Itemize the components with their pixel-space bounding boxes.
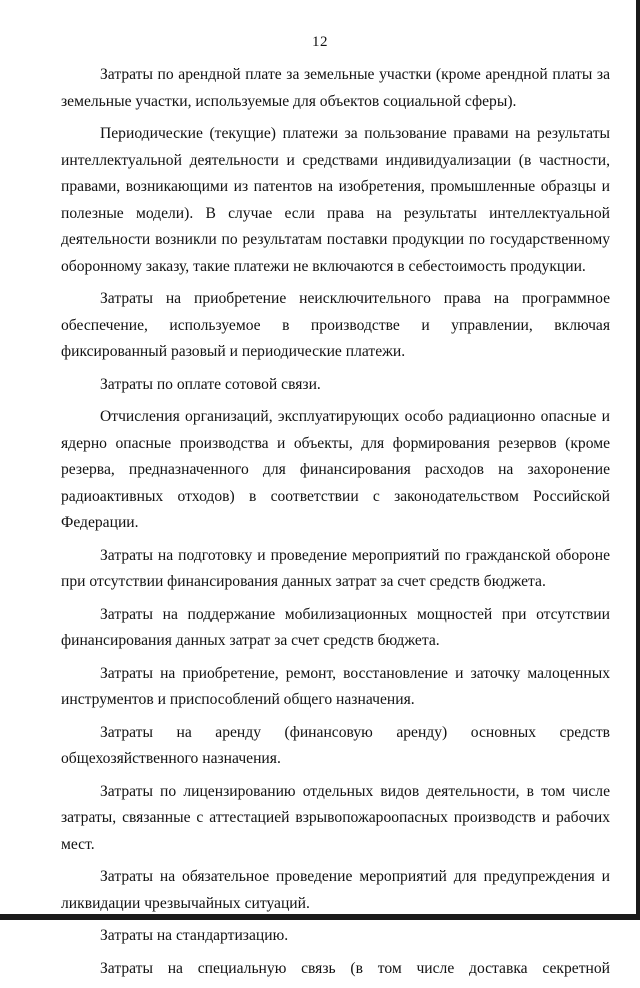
paragraph-emergency: Затраты на обязательное проведение мероприятий для предупреждения и ликвидации чрезвычайных ситуаций. — [61, 868, 610, 912]
paragraph-tools: Затраты на приобретение, ремонт, восстановление и заточку малоценных инструментов и приспособлений общего назначения. — [61, 664, 610, 708]
paragraph-mobilization: Затраты на поддержание мобилизационных мощностей при отсутствии финансирования данных затрат за счет средств бюджета. — [61, 605, 610, 649]
paragraph-lease-assets: Затраты на аренду (финансовую аренду) основных средств общехозяйственного назначения. — [61, 723, 610, 767]
document-body — [61, 62, 610, 988]
paragraph-special-comms: Затраты на специальную связь (в том числе доставка секретной — [100, 959, 610, 977]
paragraph-radiation-reserves: Отчисления организаций, эксплуатирующих особо радиационно опасные и ядерно опасные производства и объекты, для формирования резервов (кроме резерва, предназначенного для финансирования расходов на захоронение радиоактивных отходов) в соответствии с законодательством Российской Федерации. — [61, 408, 610, 531]
paragraph-land-lease: Затраты по арендной плате за земельные участки (кроме арендной платы за земельные участки, используемые для объектов социальной сферы). — [61, 66, 610, 110]
paragraph-standardization: Затраты на стандартизацию. — [100, 927, 289, 944]
paragraph-licensing: Затраты по лицензированию отдельных видов деятельности, в том числе затраты, связанные с аттестацией взрывопожароопасных производств и рабочих мест. — [61, 782, 610, 853]
paragraph-cellular: Затраты по оплате сотовой связи. — [100, 375, 321, 393]
page-number: 12 — [312, 34, 328, 50]
page-edge-right — [636, 0, 640, 920]
paragraph-software-rights: Затраты на приобретение неисключительного права на программное обеспечение, используемое в производстве и управлении, включая фиксированный разовый и периодические платежи. — [61, 290, 610, 360]
paragraph-ip-payments: Периодические (текущие) платежи за пользование правами на результаты интеллектуальной деятельности и средствами индивидуализации (в частности, правами, возникающими из патентов на изобретения, промышленные образцы и полезные модели). В случае если права на результаты интеллектуальной деятельности возникли по результатам поставки продукции по государственному оборонному заказу, такие платежи не включаются в себестоимость продукции. — [61, 125, 610, 275]
paragraph-civil-defense: Затраты на подготовку и проведение мероприятий по гражданской обороне при отсутствии финансирования данных затрат за счет средств бюджета. — [61, 546, 610, 590]
